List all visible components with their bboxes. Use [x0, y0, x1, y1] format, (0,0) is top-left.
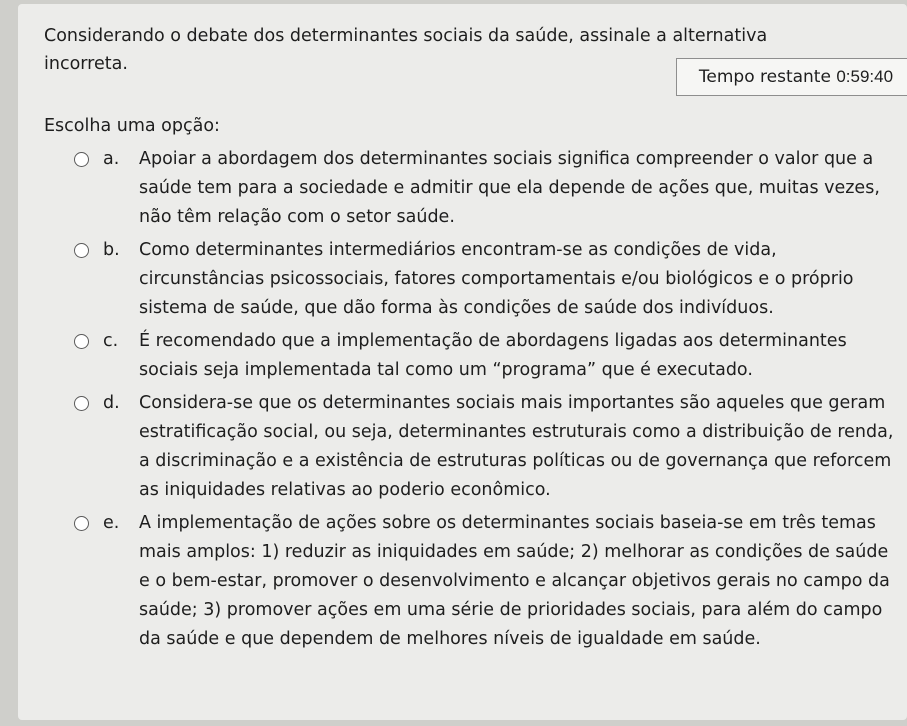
radio-button-b[interactable] [74, 243, 89, 258]
option-letter: a. [103, 149, 120, 169]
option-text[interactable]: Como determinantes intermediários encontram-se as condições de vida, circunstâncias psicossociais, fatores comportamentais e/ou biológicos e o próprio sistema de saúde, que dão forma às condições de saúde dos indivíduos. [139, 240, 854, 318]
question-card [18, 4, 907, 720]
option-letter: d. [103, 393, 120, 413]
option-text[interactable]: Considera-se que os determinantes sociais mais importantes são aqueles que geram estratificação social, ou seja, determinantes estruturais como a distribuição de renda, a discriminação e a existência de estruturas políticas ou de governança que reforcem as iniquidades relativas ao poderio econômico. [139, 393, 894, 500]
option-e[interactable] [44, 509, 904, 654]
timer-value: 0:59:40 [836, 67, 894, 86]
radio-button-a[interactable] [74, 152, 89, 167]
time-remaining-box [676, 58, 907, 96]
answer-options [44, 145, 904, 654]
radio-button-e[interactable] [74, 516, 89, 531]
option-b[interactable] [44, 236, 904, 323]
option-d[interactable] [44, 389, 904, 505]
option-text[interactable]: É recomendado que a implementação de abordagens ligadas aos determinantes sociais seja implementada tal como um “programa” que é executado. [139, 331, 847, 380]
choose-option-prompt: Escolha uma opção: [44, 116, 220, 136]
option-text[interactable]: A implementação de ações sobre os determinantes sociais baseia-se em três temas mais amplos: 1) reduzir as iniquidades em saúde; 2) melhorar as condições de saúde e o bem-estar, promover o desenvolvimento e alcançar objetivos gerais no campo da saúde; 3) promover ações em uma série de prioridades sociais, para além do campo da saúde e que dependem de melhores níveis de igualdade em saúde. [139, 513, 890, 649]
option-letter: c. [103, 331, 119, 351]
timer-label: Tempo restante [698, 67, 831, 87]
radio-button-c[interactable] [74, 334, 89, 349]
option-letter: b. [103, 240, 120, 260]
option-a[interactable] [44, 145, 904, 232]
question-text: Considerando o debate dos determinantes sociais da saúde, assinale a alternativa incorreta. [44, 26, 768, 74]
radio-button-d[interactable] [74, 396, 89, 411]
option-text[interactable]: Apoiar a abordagem dos determinantes sociais significa compreender o valor que a saúde tem para a sociedade e admitir que ela depende de ações que, muitas vezes, não têm relação com o setor saúde. [139, 149, 880, 227]
option-c[interactable] [44, 327, 904, 385]
option-letter: e. [103, 513, 120, 533]
